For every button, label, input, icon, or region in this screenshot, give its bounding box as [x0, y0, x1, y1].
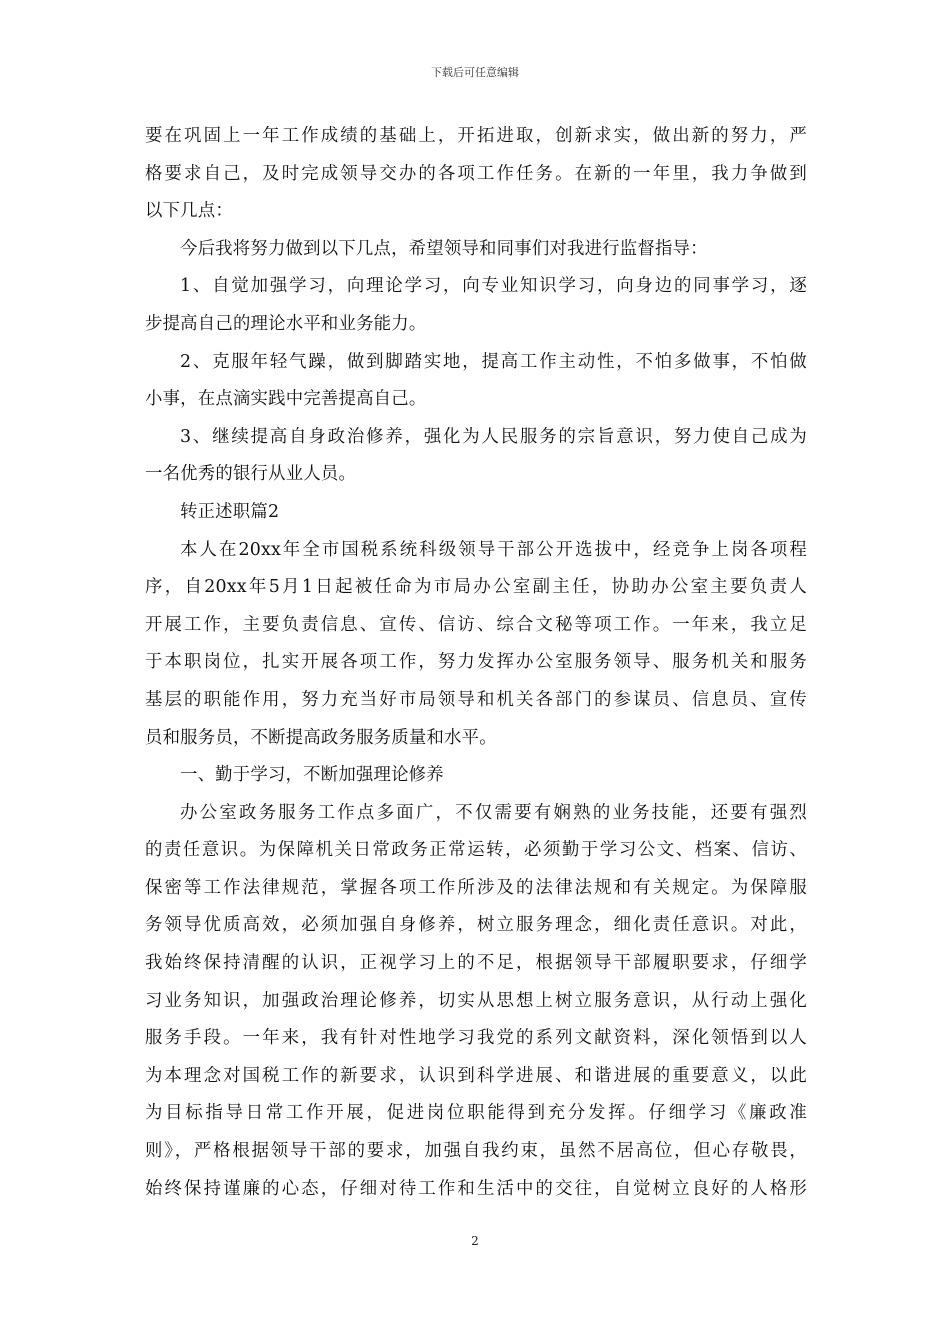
text-line: 办公室政务服务工作点多面广，不仅需要有娴熟的业务技能，还要有强烈 — [180, 802, 807, 823]
document-body — [145, 118, 807, 1208]
page-number: 2 — [471, 1234, 479, 1248]
text-line: 格要求自己，及时完成领导交办的各项工作任务。在新的一年里，我力争做到 — [145, 163, 807, 184]
text-line: 于本职岗位，扎实开展各项工作，努力发挥办公室服务领导、服务机关和服务 — [145, 652, 807, 673]
text-line: 为本理念对国税工作的新要求，认识到科学进展、和谐进展的重要意义，以此 — [145, 1065, 807, 1086]
text-line: 我始终保持清醒的认识，正视学习上的不足，根据领导干部履职要求，仔细学 — [145, 953, 807, 974]
text-line: 一名优秀的银行从业人员。 — [145, 464, 357, 485]
text-line: 习业务知识，加强政治理论修养，切实从思想上树立服务意识，从行动上强化 — [145, 990, 807, 1011]
text-line: 基层的职能作用，努力充当好市局领导和机关各部门的参谋员、信息员、宣传 — [145, 689, 807, 710]
page-header: 下载后可任意编辑 — [431, 66, 519, 79]
text-line: 务领导优质高效，必须加强自身修养，树立服务理念，细化责任意识。对此， — [145, 915, 807, 936]
text-line: 小事，在点滴实践中完善提高自己。 — [145, 389, 427, 410]
text-line: 始终保持谨廉的心态，仔细对待工作和生活中的交往，自觉树立良好的人格形 — [145, 1178, 807, 1199]
text-line: 一、勤于学习，不断加强理论修养 — [180, 765, 444, 786]
text-line: 3、继续提高自身政治修养，强化为人民服务的宗旨意识，努力使自己成为 — [180, 426, 807, 447]
text-line: 开展工作，主要负责信息、宣传、信访、综合文秘等项工作。一年来，我立足 — [145, 614, 807, 635]
text-line: 步提高自己的理论水平和业务能力。 — [145, 313, 427, 334]
text-line: 服务手段。一年来，我有针对性地学习我党的系列文献资料，深化领悟到以人 — [145, 1028, 807, 1049]
text-line: 本人在20xx年全市国税系统科级领导干部公开选拔中，经竞争上岗各项程 — [180, 539, 807, 560]
text-line: 今后我将努力做到以下几点，希望领导和同事们对我进行监督指导： — [180, 238, 708, 259]
text-line: 转正述职篇2 — [180, 501, 280, 522]
text-line: 1、自觉加强学习，向理论学习，向专业知识学习，向身边的同事学习，逐 — [180, 276, 807, 297]
text-line: 保密等工作法律规范，掌握各项工作所涉及的法律法规和有关规定。为保障服 — [145, 877, 807, 898]
text-line: 2、克服年轻气躁，做到脚踏实地，提高工作主动性，不怕多做事，不怕做 — [180, 351, 807, 372]
text-line: 以下几点： — [145, 201, 233, 222]
text-line: 序，自20xx年5月1日起被任命为市局办公室副主任，协助办公室主要负责人 — [145, 577, 807, 598]
text-line: 员和服务员，不断提高政务服务质量和水平。 — [145, 727, 497, 748]
text-line: 的责任意识。为保障机关日常政务正常运转，必须勤于学习公文、档案、信访、 — [145, 840, 807, 861]
text-line: 为目标指导日常工作开展，促进岗位职能得到充分发挥。仔细学习《廉政准 — [145, 1103, 807, 1124]
text-line: 要在巩固上一年工作成绩的基础上，开拓进取，创新求实，做出新的努力，严 — [145, 126, 807, 146]
text-line: 则》，严格根据领导干部的要求，加强自我约束，虽然不居高位，但心存敬畏， — [145, 1141, 807, 1162]
